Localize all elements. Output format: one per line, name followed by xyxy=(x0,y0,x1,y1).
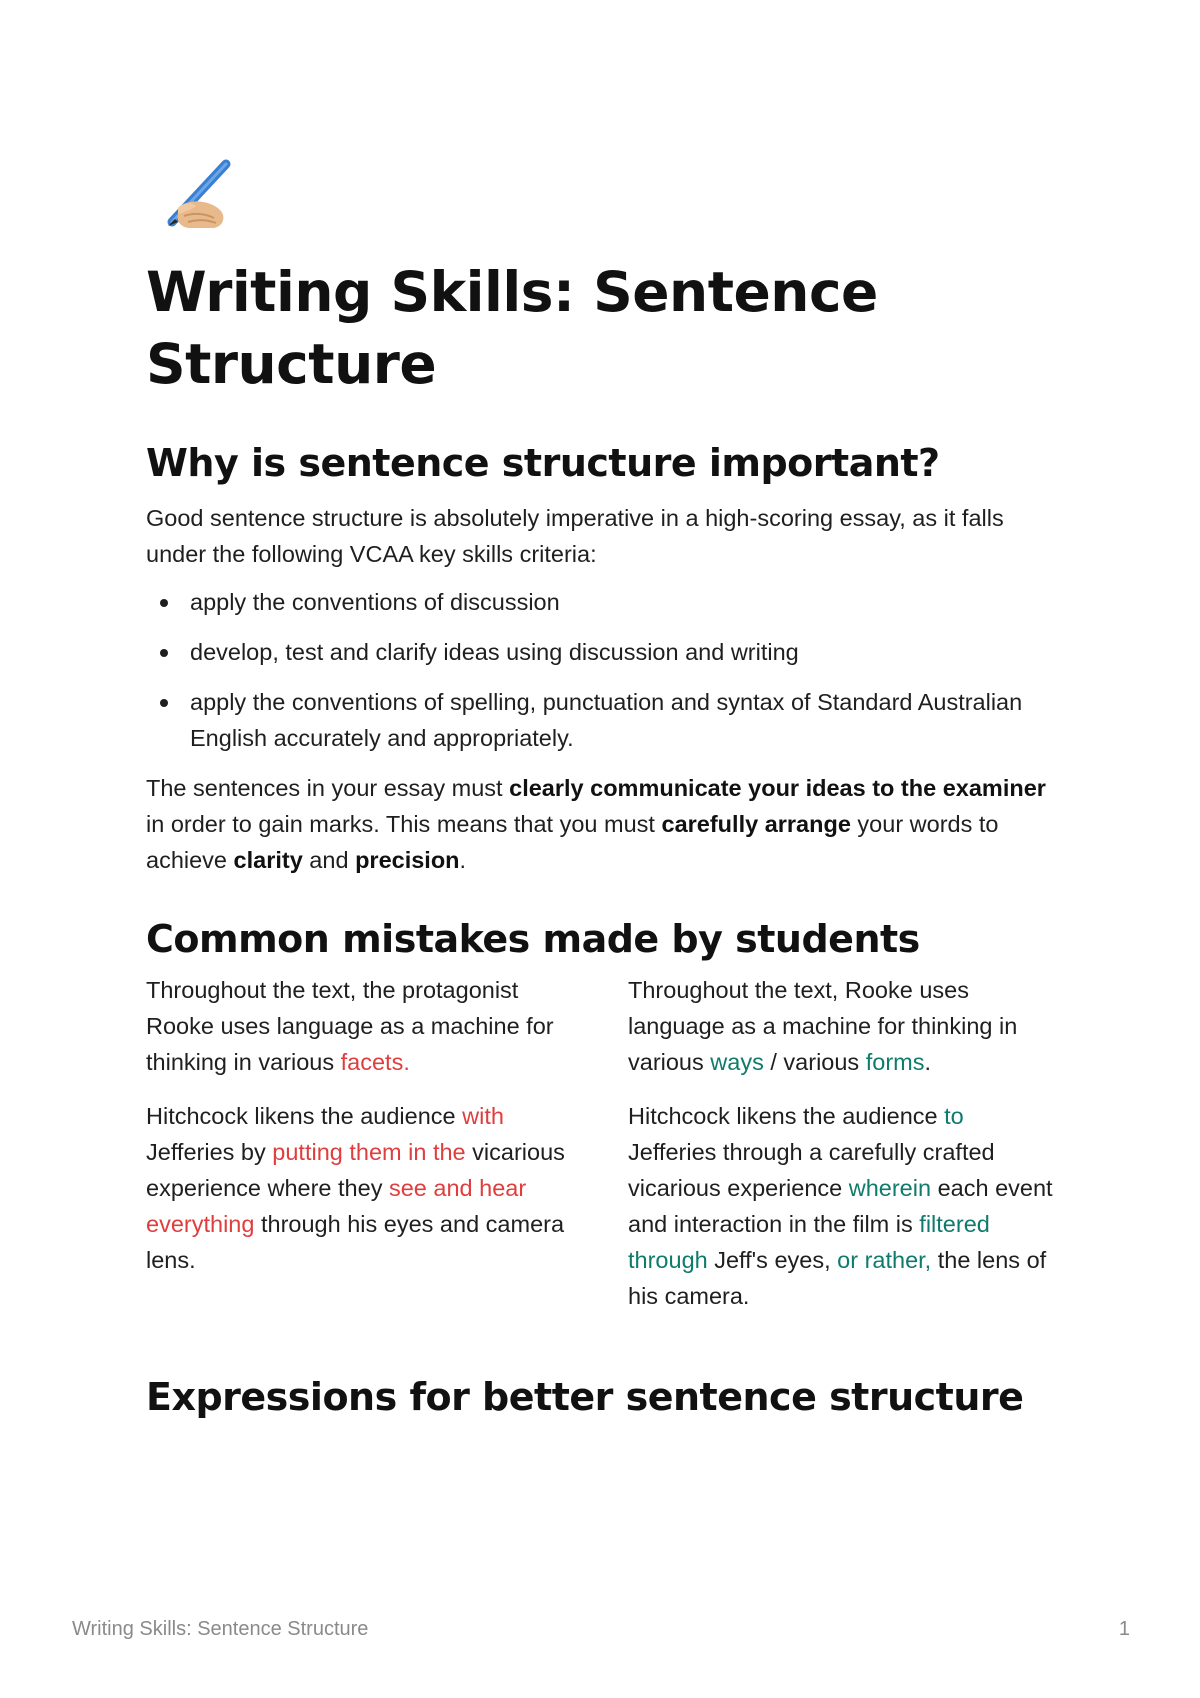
example-text: / various xyxy=(763,1049,866,1075)
footer-title: Writing Skills: Sentence Structure xyxy=(72,1618,369,1640)
correction-highlight: wherein xyxy=(848,1175,932,1201)
example-text: Jefferies through a carefully crafted vicarious experience xyxy=(628,1139,995,1201)
summary-bold: precision xyxy=(355,847,460,873)
example-text: Throughout the text, the protagonist Rooke uses language as a machine for thinking in various xyxy=(146,977,554,1075)
list-item-text: apply the conventions of spelling, punctuation and syntax of Standard Australian English accurately and appropriately. xyxy=(190,689,1023,751)
correction-highlight: filtered through xyxy=(628,1211,990,1273)
bullet-icon xyxy=(160,649,168,657)
example-text: Throughout the text, Rooke uses language as a machine for thinking in various xyxy=(628,977,1018,1075)
list-item xyxy=(146,634,1056,670)
example-text: Jefferies by xyxy=(146,1139,273,1165)
correction-highlight: to xyxy=(944,1103,964,1129)
summary-text: . xyxy=(459,847,467,873)
mistake-example-2 xyxy=(146,1098,582,1278)
summary-bold: carefully arrange xyxy=(661,811,851,837)
comparison-columns xyxy=(146,972,1056,1332)
correction-example-1 xyxy=(628,972,1056,1080)
mistakes-column xyxy=(146,972,582,1332)
list-item xyxy=(146,684,1056,756)
heading-common-mistakes: Common mistakes made by students xyxy=(146,917,920,961)
summary-bold: clarity xyxy=(233,847,303,873)
criteria-list xyxy=(146,584,1056,756)
summary-paragraph xyxy=(146,770,1056,878)
page-content xyxy=(146,156,1056,1422)
mistake-highlight: facets. xyxy=(340,1049,410,1075)
example-text: through his eyes and camera lens. xyxy=(146,1211,565,1273)
bullet-icon xyxy=(160,699,168,707)
summary-bold: clearly communicate your ideas to the examiner xyxy=(509,775,1046,801)
writing-hand-icon xyxy=(148,156,238,246)
example-text: the lens of his camera. xyxy=(628,1247,1047,1309)
page-title: Writing Skills: Sentence Structure xyxy=(146,260,878,396)
list-item-text: apply the conventions of discussion xyxy=(190,589,560,615)
summary-text: and xyxy=(302,847,356,873)
mistake-highlight: see and hear everything xyxy=(146,1175,527,1237)
mistake-highlight: with xyxy=(462,1103,504,1129)
example-text: Hitchcock likens the audience xyxy=(146,1103,463,1129)
list-item xyxy=(146,584,1056,620)
correction-highlight: ways xyxy=(710,1049,764,1075)
correction-highlight: or rather, xyxy=(837,1247,932,1273)
page-number: 1 xyxy=(1118,1618,1130,1640)
heading-expressions: Expressions for better sentence structure xyxy=(146,1375,1024,1419)
mistake-example-1 xyxy=(146,972,582,1080)
example-text: each event and interaction in the film is xyxy=(628,1175,1053,1237)
summary-text: in order to gain marks. This means that you must xyxy=(146,811,662,837)
heading-why-important: Why is sentence structure important? xyxy=(146,441,940,485)
correction-highlight: forms xyxy=(865,1049,925,1075)
intro-paragraph: Good sentence structure is absolutely imperative in a high-scoring essay, as it falls under the following VCAA key skills criteria: xyxy=(146,505,1004,567)
example-text: Hitchcock likens the audience xyxy=(628,1103,945,1129)
summary-text: The sentences in your essay must xyxy=(146,775,510,801)
example-text: vicarious experience where they xyxy=(146,1139,565,1201)
bullet-icon xyxy=(160,599,168,607)
mistake-highlight: putting them in the xyxy=(272,1139,466,1165)
summary-text: your words to achieve xyxy=(146,811,999,873)
example-text: Jeff's eyes, xyxy=(707,1247,838,1273)
example-text: . xyxy=(924,1049,931,1075)
corrections-column xyxy=(628,972,1056,1332)
list-item-text: develop, test and clarify ideas using discussion and writing xyxy=(190,639,799,665)
correction-example-2 xyxy=(628,1098,1056,1314)
